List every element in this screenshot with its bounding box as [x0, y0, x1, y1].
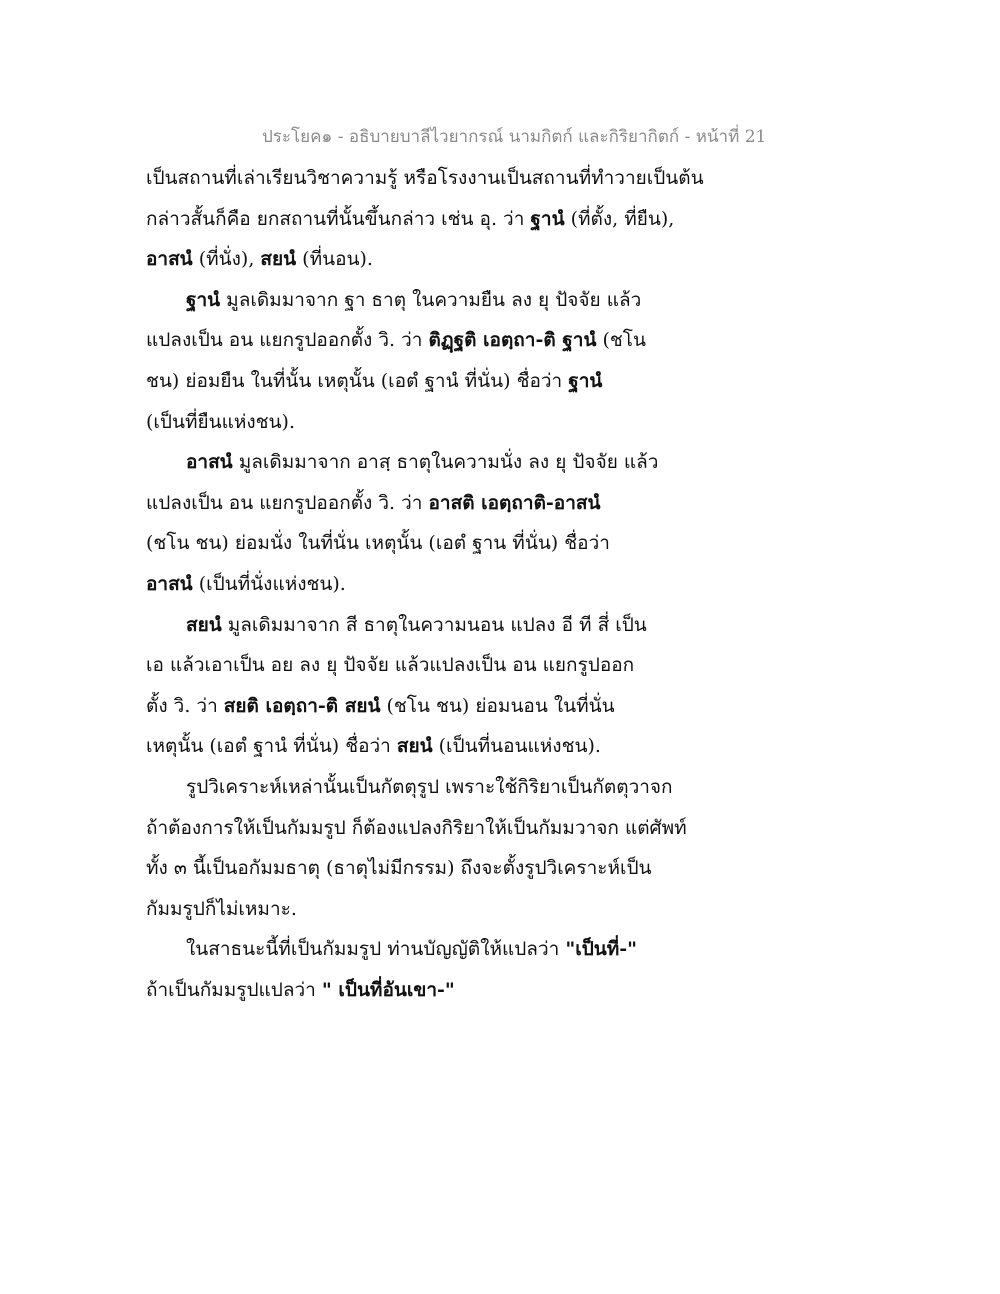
paragraph — [146, 158, 766, 280]
text-run: ทั้ง ๓ นี้เป็นอกัมมธาตุ (ธาตุไม่มีกรรม) ถึงจะตั้งรูปวิเคราะห์เป็น — [146, 857, 652, 880]
bold-term: ฐานํ — [568, 369, 603, 392]
text-line — [146, 361, 766, 402]
text-line — [146, 808, 766, 849]
text-run: (เป็นที่นั่งแห่งชน). — [192, 572, 346, 595]
text-run: ตั้ง วิ. ว่า — [146, 694, 224, 717]
text-run: (เป็นที่นอนแห่งชน). — [432, 735, 601, 758]
text-run: มูลเดิมมาจาก ฐา ธาตุ ในความยืน ลง ยุ ปัจจัย แล้ว — [220, 288, 642, 311]
text-line — [146, 767, 766, 808]
text-run: (ที่นั่ง), — [192, 248, 261, 271]
text-run: (ชโน ชน) ย่อมนั่ง ในที่นั่น เหตุนั้น (เอตํ ฐาน ที่นั่น) ชื่อว่า — [146, 532, 610, 555]
text-line — [146, 929, 766, 970]
bold-term: อาสติ เอตฺถาติ-อาสนํ — [428, 491, 601, 514]
bold-term: อาสนํ — [146, 572, 193, 595]
bold-term: "เป็นที่-" — [565, 938, 638, 961]
text-run: (ที่ตั้ง, ที่ยืน), — [564, 207, 675, 230]
text-line — [146, 320, 766, 361]
text-run: เป็นสถานที่เล่าเรียนวิชาความรู้ หรือโรงงานเป็นสถานที่ทำวายเป็นต้น — [146, 167, 704, 189]
bold-term: สยนํ — [186, 613, 222, 636]
text-run: รูปวิเคราะห์เหล่านั้นเป็นกัตตุรูป เพราะใช้กิริยาเป็นกัตตุวาจก — [186, 775, 673, 798]
text-run: (ชโน — [596, 329, 646, 352]
text-line — [146, 889, 766, 930]
text-line — [146, 645, 766, 686]
text-run: มูลเดิมมาจาก อาสฺ ธาตุในความนั่ง ลง ยุ ปัจจัย แล้ว — [232, 451, 659, 474]
text-line — [146, 158, 766, 199]
text-line — [146, 605, 766, 646]
bold-term: ฐานํ — [530, 207, 565, 230]
text-run: ชน) ย่อมยืน ในที่นั้น เหตุนั้น (เอตํ ฐานํ ที่นั่น) ชื่อว่า — [146, 369, 569, 392]
text-run: แปลงเป็น อน แยกรูปออกตั้ง วิ. ว่า — [146, 329, 429, 352]
text-line — [146, 402, 766, 443]
page-header: ประโยค๑ - อธิบายบาลีไวยากรณ์ นามกิตก์ และกิริยากิตก์ - หน้าที่ 21 — [262, 127, 767, 147]
text-run: ถ้าต้องการให้เป็นกัมมรูป ก็ต้องแปลงกิริยาให้เป็นกัมมวาจก แต่ศัพท์ — [146, 816, 687, 839]
text-run: (เป็นที่ยืนแห่งชน). — [146, 410, 295, 433]
text-run: ในสาธนะนี้ที่เป็นกัมมรูป ท่านบัญญัติให้แปลว่า — [186, 938, 566, 961]
paragraph — [146, 280, 766, 442]
bold-term: ติฏฺฐติ เอตฺถา-ติ ฐานํ — [428, 329, 597, 352]
bold-term: ฐานํ — [186, 288, 221, 311]
paragraph — [146, 605, 766, 767]
text-line — [146, 199, 766, 240]
bold-term: อาสนํ — [146, 248, 193, 271]
paragraph — [146, 442, 766, 604]
text-line — [146, 686, 766, 727]
text-run: มูลเดิมมาจาก สี ธาตุในความนอน แปลง อี ที สี่ เป็น — [221, 613, 647, 636]
text-run: กล่าวสั้นก็คือ ยกสถานที่นั้นขึ้นกล่าว เช่น อุ. ว่า — [146, 207, 531, 230]
text-run: (ชโน ชน) ย่อมนอน ในที่นั่น — [380, 694, 615, 717]
text-line — [146, 442, 766, 483]
paragraph — [146, 767, 766, 929]
text-line — [146, 483, 766, 524]
text-line — [146, 848, 766, 889]
bold-term: อาสนํ — [186, 451, 233, 474]
text-run: (ที่นอน). — [296, 248, 373, 271]
bold-term: สยนํ — [260, 248, 297, 271]
text-line — [146, 280, 766, 321]
text-line — [146, 564, 766, 605]
text-run: เหตุนั้น (เอตํ ฐานํ ที่นั่น) ชื่อว่า — [146, 735, 397, 758]
text-run: แปลงเป็น อน แยกรูปออกตั้ง วิ. ว่า — [146, 491, 429, 514]
document-body — [146, 158, 766, 1010]
text-run: ถ้าเป็นกัมมรูปแปลว่า — [146, 978, 322, 1001]
text-line — [146, 239, 766, 280]
paragraph — [146, 929, 766, 1010]
bold-term: สยนํ — [396, 735, 433, 758]
text-line — [146, 726, 766, 767]
bold-term: " เป็นที่อันเขา-" — [321, 978, 455, 1001]
bold-term: สยติ เอตฺถา-ติ สยนํ — [223, 694, 381, 717]
text-run: เอ แล้วเอาเป็น อย ลง ยุ ปัจจัย แล้วแปลงเป็น อน แยกรูปออก — [146, 654, 635, 677]
text-run: กัมมรูปก็ไม่เหมาะ. — [146, 897, 297, 920]
text-line — [146, 523, 766, 564]
text-line — [146, 970, 766, 1011]
